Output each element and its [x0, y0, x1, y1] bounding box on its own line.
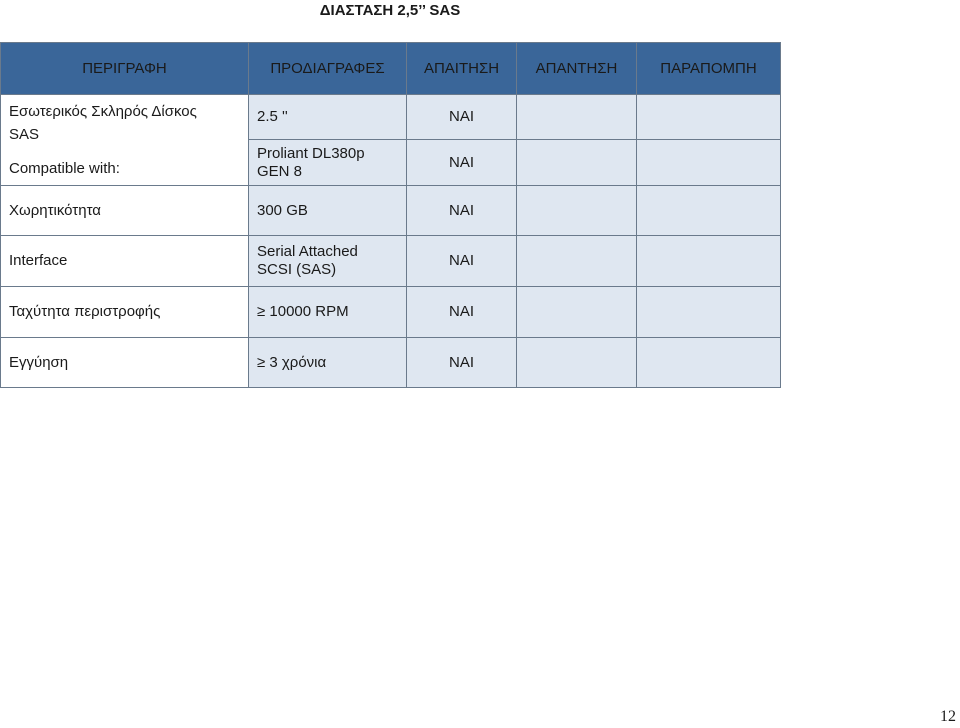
cell-spec: ≥ 3 χρόνια: [249, 338, 407, 388]
header-requirement: ΑΠΑΙΤΗΣΗ: [407, 43, 517, 95]
cell-description: Ταχύτητα περιστροφής: [1, 287, 249, 338]
page-number: 12: [940, 708, 956, 725]
cell-spec: [249, 236, 407, 287]
cell-spec: 300 GB: [249, 186, 407, 236]
cell-reference[interactable]: [637, 287, 781, 338]
cell-spec: 2.5 '': [249, 95, 407, 140]
cell-requirement: ΝΑΙ: [407, 95, 517, 140]
table-row: [1, 95, 781, 140]
spec-line: Proliant DL380p: [257, 144, 365, 162]
cell-response[interactable]: [517, 95, 637, 140]
cell-requirement: ΝΑΙ: [407, 186, 517, 236]
header-specifications: ΠΡΟΔΙΑΓΡΑΦΕΣ: [249, 43, 407, 95]
cell-reference[interactable]: [637, 338, 781, 388]
header-description: ΠΕΡΙΓΡΑΦΗ: [1, 43, 249, 95]
cell-requirement: ΝΑΙ: [407, 236, 517, 287]
header-reference: ΠΑΡΑΠΟΜΠΗ: [637, 43, 781, 95]
cell-reference[interactable]: [637, 140, 781, 186]
cell-description: Χωρητικότητα: [1, 186, 249, 236]
cell-description: Εγγύηση: [1, 338, 249, 388]
document-title: ΔΙΑΣΤΑΣΗ 2,5’’ SAS: [319, 2, 461, 19]
table-header-row: [1, 43, 781, 95]
cell-reference[interactable]: [637, 186, 781, 236]
spec-line: SCSI (SAS): [257, 261, 337, 278]
cell-spec: [249, 140, 407, 186]
cell-response[interactable]: [517, 140, 637, 186]
cell-response[interactable]: [517, 236, 637, 287]
cell-response[interactable]: [517, 186, 637, 236]
description-line: Εσωτερικός Σκληρός Δίσκος: [9, 103, 197, 120]
cell-description: [1, 95, 249, 186]
table-row: [1, 186, 781, 236]
table-row: [1, 338, 781, 388]
cell-response[interactable]: [517, 338, 637, 388]
table-row: [1, 287, 781, 338]
description-line: SAS: [9, 126, 40, 143]
cell-description: Interface: [1, 236, 249, 287]
table-row: [1, 236, 781, 287]
spec-line: Serial Attached: [257, 243, 358, 260]
cell-reference[interactable]: [637, 236, 781, 287]
cell-requirement: ΝΑΙ: [407, 338, 517, 388]
cell-reference[interactable]: [637, 95, 781, 140]
spec-line: GEN 8: [257, 162, 303, 180]
header-response: ΑΠΑΝΤΗΣΗ: [517, 43, 637, 95]
cell-spec: ≥ 10000 RPM: [249, 287, 407, 338]
description-line: Compatible with:: [9, 160, 120, 177]
cell-requirement: ΝΑΙ: [407, 140, 517, 186]
cell-requirement: ΝΑΙ: [407, 287, 517, 338]
cell-response[interactable]: [517, 287, 637, 338]
specifications-table: [0, 42, 781, 388]
